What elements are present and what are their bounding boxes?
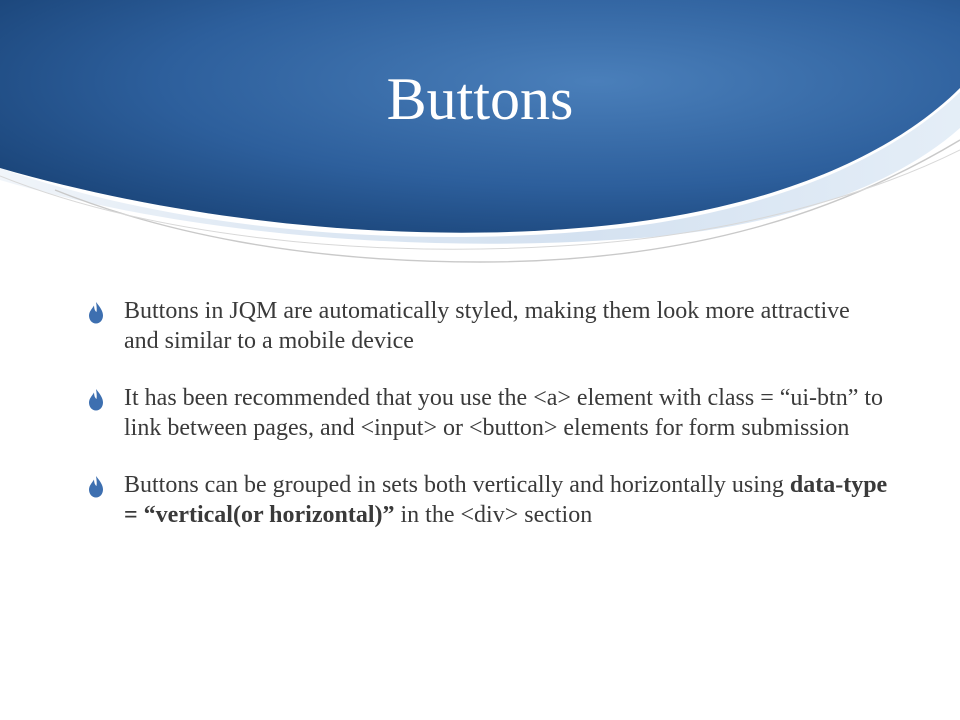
bullet-item-3 [88, 470, 888, 530]
bullet-text-1: Buttons in JQM are automatically styled, making them look more attractive and similar to a mobile device [124, 298, 850, 354]
slide-title: Buttons [386, 66, 574, 132]
bullet-item-2 [88, 383, 888, 443]
bullet-text-2: It has been recommended that you use the <a> element with class = “ui-btn” to link between pages, and <input> or <button> elements for form submission [124, 385, 884, 441]
bullet-list [88, 296, 888, 557]
bullet-text-3-after: in the <div> section [394, 502, 593, 528]
flame-bullet-icon [88, 476, 104, 498]
flame-bullet-icon [88, 389, 104, 411]
bullet-item-1 [88, 296, 888, 356]
bullet-text-3-before: Buttons can be grouped in sets both vertically and horizontally using [124, 472, 790, 498]
bullet-text-3-code: data-type = “vertical(or horizontal)” [124, 472, 888, 528]
flame-bullet-icon [88, 302, 104, 324]
